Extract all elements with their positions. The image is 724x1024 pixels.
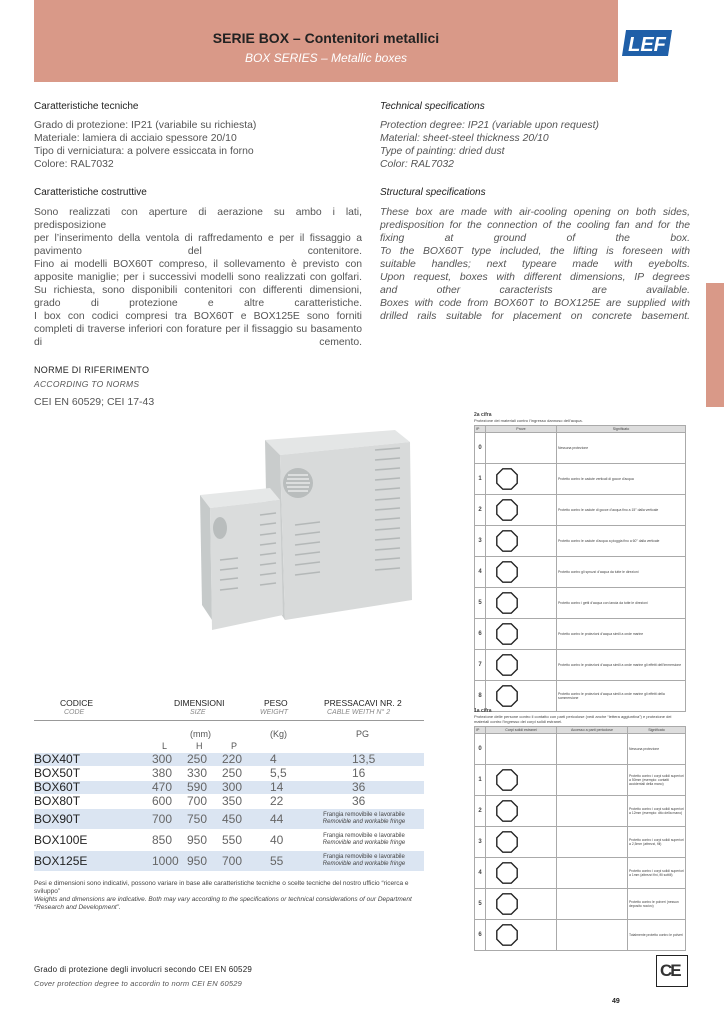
- text-line: Type of painting: dried dust: [380, 146, 505, 157]
- table-row: [475, 920, 686, 951]
- text-line: predisposition for the connection of the cooling fan and for the: [380, 220, 690, 231]
- table-row: [475, 650, 686, 681]
- side-tab: [706, 283, 724, 407]
- cell-p: 250: [222, 766, 243, 780]
- ip-test-cell: [557, 765, 628, 796]
- page-subtitle: BOX SERIES – Metallic boxes: [244, 51, 408, 65]
- ip-meaning: Nessuna protezione: [628, 734, 686, 765]
- text-line: Fino ai modelli BOX60T compreso, il sollevamento è previsto con: [34, 259, 362, 270]
- ip-meaning: Protetto contro le proiezioni d’acqua simili a onde marine gli effetti della sommersione: [557, 681, 686, 712]
- cell-p: 550: [222, 833, 243, 847]
- table-row: [475, 858, 686, 889]
- ip-digit: 1: [475, 464, 486, 495]
- ip-test-cell: [557, 889, 628, 920]
- ce-mark: CE: [656, 955, 688, 987]
- text-line: These box are made with air-cooling opening on both sides,: [380, 207, 690, 218]
- ip-meaning: Protetto contro i corpi solidi superiori a 2,5mm (attrezzi, fili): [628, 827, 686, 858]
- col-size: DIMENSIONI: [174, 698, 225, 708]
- table-row: [475, 619, 686, 650]
- ip-test-illustration: [487, 589, 555, 617]
- text-line: Sono realizzati con aperture di aerazione su ambo i lati, predisposizione: [34, 207, 362, 231]
- ip-test-cell: [486, 765, 557, 796]
- ip-solid-subcaption: Protezione delle persone contro il contatto con parti pericolose (vedi anche “lettera aggiuntiva”) e protezione dei materiali contro l’ingresso dei corpi solidi estranei.: [474, 714, 672, 724]
- text-line: pavimento del contenitore.: [34, 246, 362, 257]
- text-line: drilled rails suitable for placement on concrete basement.: [380, 311, 690, 322]
- table-row: [34, 830, 424, 851]
- ip-water-table: [474, 412, 686, 712]
- ip-test-illustration: [487, 890, 555, 918]
- ip-meaning: Protetto contro i corpi solidi superiori a 1mm (attrezzi fini, fili sottili): [628, 858, 686, 889]
- table-row: [34, 809, 424, 830]
- cell-pg: 36: [352, 780, 366, 794]
- tech-text-en: [380, 119, 599, 171]
- norms-title: NORME DI RIFERIMENTO: [34, 365, 150, 375]
- table-row: [475, 765, 686, 796]
- access-header: Accesso a parti pericolose: [557, 727, 628, 734]
- col-code: CODICE: [60, 698, 94, 708]
- ip-test-cell: [486, 920, 557, 951]
- ip-digit: 6: [475, 920, 486, 951]
- struct-text-it: [34, 206, 362, 349]
- ip-water-caption: 2a cifra: [474, 412, 492, 418]
- unit-pg: PG: [356, 729, 370, 739]
- cell-l: 300: [152, 752, 173, 766]
- ip-digit: 4: [475, 557, 486, 588]
- cell-h: 950: [187, 833, 208, 847]
- text-line: Upon request, boxes with different dimensions, IP degrees: [380, 272, 690, 283]
- ip-meaning: Protetto contro le cadute verticali di gocce d’acqua: [557, 464, 686, 495]
- cell-w: 44: [270, 812, 284, 826]
- table-row: [34, 781, 424, 795]
- table-row: [34, 753, 424, 767]
- product-table: [34, 698, 424, 872]
- cell-pg: 16: [352, 766, 366, 780]
- text-line: Colore: RAL7032: [34, 159, 114, 170]
- ip-digit: 0: [475, 734, 486, 765]
- text-line: Tipo di verniciatura: a polvere essiccata in forno: [34, 146, 254, 157]
- table-row: [34, 851, 424, 872]
- ip-test-cell: [557, 858, 628, 889]
- ip-test-illustration: [487, 859, 555, 887]
- text-line: fixing at ground of the box.: [380, 233, 690, 244]
- ip-test-cell: [557, 920, 628, 951]
- ip-test-cell: [486, 796, 557, 827]
- ip-test-cell: [486, 433, 557, 464]
- table-row: [475, 734, 686, 765]
- ip-digit: 3: [475, 827, 486, 858]
- fringe-it: Frangia removibile e lavorabile: [323, 812, 405, 818]
- col-cable: PRESSACAVI NR. 2: [324, 698, 402, 708]
- norms-value: CEI EN 60529; CEI 17-43: [34, 396, 155, 408]
- ip-solid-table: [474, 708, 686, 951]
- ip-test-cell: [486, 588, 557, 619]
- cell-w: 40: [270, 833, 284, 847]
- table-row: [34, 767, 424, 781]
- text-line: Materiale: lamiera di acciaio spessore 20/10: [34, 133, 237, 144]
- cell-fringe: [299, 812, 429, 826]
- ip-test-illustration: [487, 828, 555, 856]
- ip-test-illustration: [487, 434, 555, 462]
- ip-test-illustration: [487, 682, 555, 710]
- struct-title-it: Caratteristiche costruttive: [34, 187, 147, 198]
- table-row: [475, 526, 686, 557]
- ip-meaning: Protetto contro i corpi solidi superiori a 50mm (esempio: contatti accidentali della mano): [628, 765, 686, 796]
- note-it: Pesi e dimensioni sono indicativi, possono variare in base alle caratteristiche tecniche o scelte tecniche del nostro ufficio “ricerca e sviluppo”: [34, 880, 409, 895]
- cell-h: 700: [187, 794, 208, 808]
- cell-fringe: [299, 854, 429, 868]
- cell-p: 300: [222, 780, 243, 794]
- ip-water-subcaption: Protezione dei materiali contro l’ingresso dannoso dell’acqua.: [474, 418, 583, 423]
- text-line: and other caracterists are available.: [380, 285, 690, 296]
- ip-meaning: Protetto contro i corpi solidi superiori a 12mm (esempio: dito della mano): [628, 796, 686, 827]
- cell-code: BOX100E: [34, 833, 88, 847]
- ip-test-cell: [486, 526, 557, 557]
- cell-p: 450: [222, 812, 243, 826]
- tech-title-it: Caratteristiche tecniche: [34, 101, 139, 112]
- ip-test-illustration: [487, 496, 555, 524]
- cell-w: 14: [270, 780, 284, 794]
- units-row: [34, 729, 424, 741]
- disclaimer-note: [34, 880, 424, 912]
- table-header-it: [34, 698, 424, 709]
- ip-digit: 4: [475, 858, 486, 889]
- tests-header: Prove: [486, 426, 557, 433]
- ip-digit: 7: [475, 650, 486, 681]
- table-row: [34, 795, 424, 809]
- unit-mm: (mm): [190, 729, 211, 739]
- struct-title-en: Structural specifications: [380, 187, 486, 198]
- ip-meaning: Protetto contro le cadute di gocce d’acqua fino a 15° dalla verticale: [557, 495, 686, 526]
- text-line: suitable handles; next typeare made with eyebolts.: [380, 259, 690, 270]
- meaning-header: Significato: [557, 426, 686, 433]
- ip-test-illustration: [487, 797, 555, 825]
- ip-meaning: Protetto contro le polveri (nessun deposito nocivo): [628, 889, 686, 920]
- cell-code: BOX60T: [34, 780, 81, 794]
- ip-test-cell: [557, 796, 628, 827]
- ip-test-cell: [486, 557, 557, 588]
- ip-test-cell: [486, 889, 557, 920]
- norms-subtitle: ACCORDING TO NORMS: [34, 379, 140, 389]
- cell-h: 250: [187, 752, 208, 766]
- svg-text:LEF: LEF: [628, 34, 666, 56]
- fringe-en: Removible and workable fringe: [322, 861, 406, 867]
- footer-it: Grado di protezione degli involucri secondo CEI EN 60529: [34, 965, 252, 974]
- product-photo: [180, 420, 430, 640]
- table-row: [475, 681, 686, 712]
- ip-meaning: Protetto contro i getti d’acqua con lancia da tutte le direzioni: [557, 588, 686, 619]
- cell-h: 590: [187, 780, 208, 794]
- table-row: [475, 495, 686, 526]
- ip-digit: 8: [475, 681, 486, 712]
- text-line: Boxes with code from BOX60T to BOX125E are supplied with: [380, 298, 690, 309]
- dim-label-h: H: [196, 741, 203, 751]
- text-line: apposite maniglie; per i successivi modelli sono realizzati con golfari.: [34, 272, 362, 283]
- ip-digit: 2: [475, 796, 486, 827]
- solids-header: Corpi solidi estranei: [486, 727, 557, 734]
- ip-test-illustration: [487, 735, 555, 763]
- text-line: per l’inserimento della ventola di raffredamento e per il fissaggio a: [34, 233, 362, 244]
- ip-meaning: Totalmente protetto contro le polveri: [628, 920, 686, 951]
- ip-digit: 6: [475, 619, 486, 650]
- ip-meaning: Protetto contro gli spruzzi d’acqua da tutte le direzioni: [557, 557, 686, 588]
- struct-text-en: [380, 206, 690, 323]
- cell-code: BOX50T: [34, 766, 81, 780]
- ip-meaning: Protetto contro le proiezioni d’acqua simili a onde marine: [557, 619, 686, 650]
- ip-test-cell: [486, 858, 557, 889]
- col-code-en: CODE: [64, 709, 85, 716]
- ip-meaning: Protetto contro le proiezioni d’acqua simili a onde marine gli effetti dell’immersione: [557, 650, 686, 681]
- cell-w: 55: [270, 854, 284, 868]
- cell-h: 750: [187, 812, 208, 826]
- text-line: I box con codici compresi tra BOX60T e BOX125E sono forniti: [34, 311, 362, 322]
- table-row: [475, 889, 686, 920]
- text-line: Color: RAL7032: [380, 159, 454, 170]
- ip-header: IP: [475, 426, 486, 433]
- cell-code: BOX90T: [34, 812, 81, 826]
- text-line: grado di protezione e altre caratteristiche.: [34, 298, 362, 309]
- cell-pg: 36: [352, 794, 366, 808]
- ip-header: IP: [475, 727, 486, 734]
- ip-test-illustration: [487, 558, 555, 586]
- text-line: completi di traverse inferiori con forature per il fissaggio su basamento: [34, 324, 362, 335]
- cell-l: 380: [152, 766, 173, 780]
- ip-test-cell: [486, 464, 557, 495]
- ip-test-illustration: [487, 921, 555, 949]
- cell-w: 4: [270, 752, 277, 766]
- unit-kg: (Kg): [270, 729, 288, 739]
- note-en: Weights and dimensions are indicative. Both may vary according to the specifications or technical considerations of our Department “Research and Development”.: [34, 896, 412, 911]
- tech-title-en: Technical specifications: [380, 101, 485, 112]
- col-size-en: SIZE: [190, 709, 206, 716]
- header-band: [34, 0, 618, 82]
- tech-text-it: [34, 119, 256, 171]
- fringe-it: Frangia removibile e lavorabile: [323, 833, 405, 839]
- text-line: Grado di protezione: IP21 (variabile su richiesta): [34, 120, 257, 131]
- table-row: [475, 796, 686, 827]
- table-row: [475, 827, 686, 858]
- cell-h: 950: [187, 854, 208, 868]
- cell-p: 700: [222, 854, 243, 868]
- cell-l: 700: [152, 812, 173, 826]
- footer-en: Cover protection degree to accordin to norm CEI EN 60529: [34, 979, 242, 988]
- cell-fringe: [299, 833, 429, 847]
- table-row: [475, 588, 686, 619]
- ip-test-cell: [486, 619, 557, 650]
- fringe-en: Removible and workable fringe: [322, 819, 406, 825]
- ip-test-cell: [486, 650, 557, 681]
- cell-l: 1000: [152, 854, 179, 868]
- meaning-header: Significato: [628, 727, 686, 734]
- text-line: Protection degree: IP21 (variable upon request): [380, 120, 599, 131]
- ip-test-illustration: [487, 465, 555, 493]
- col-weight-en: WEIGHT: [260, 709, 288, 716]
- fringe-en: Removible and workable fringe: [322, 840, 406, 846]
- ip-digit: 0: [475, 433, 486, 464]
- lef-logo: [620, 26, 676, 60]
- dim-label-p: P: [231, 741, 238, 751]
- ip-test-cell: [486, 827, 557, 858]
- ip-test-illustration: [487, 651, 555, 679]
- table-row: [475, 557, 686, 588]
- page-title: SERIE BOX – Contenitori metallici: [212, 30, 440, 46]
- cell-p: 220: [222, 752, 243, 766]
- ip-test-illustration: [487, 620, 555, 648]
- text-line: Su richiesta, sono disponibili contenitori con differenti dimensioni,: [34, 285, 362, 296]
- table-header-en: [34, 709, 424, 721]
- cell-code: BOX80T: [34, 794, 81, 808]
- cell-l: 600: [152, 794, 173, 808]
- col-weight: PESO: [264, 698, 288, 708]
- text-line: di cemento.: [34, 337, 362, 348]
- ip-test-cell: [557, 734, 628, 765]
- col-cable-en: CABLE WEITH N° 2: [327, 709, 391, 716]
- cell-h: 330: [187, 766, 208, 780]
- cell-code: BOX125E: [34, 854, 88, 868]
- ip-meaning: Protetto contro le cadute d’acqua a pioggia fino a 60° dalla verticale: [557, 526, 686, 557]
- table-row: [475, 433, 686, 464]
- ip-digit: 1: [475, 765, 486, 796]
- cell-l: 850: [152, 833, 173, 847]
- ip-solid-caption: 1a cifra: [474, 708, 492, 714]
- fringe-it: Frangia removibile e lavorabile: [323, 854, 405, 860]
- text-line: To the BOX60T type included, the lifting is foreseen with: [380, 246, 690, 257]
- ip-test-cell: [486, 734, 557, 765]
- cell-pg: 13,5: [352, 752, 376, 766]
- ip-digit: 2: [475, 495, 486, 526]
- ip-test-illustration: [487, 766, 555, 794]
- cell-w: 22: [270, 794, 284, 808]
- cell-l: 470: [152, 780, 173, 794]
- cell-p: 350: [222, 794, 243, 808]
- ip-test-cell: [486, 495, 557, 526]
- text-line: Material: sheet-steel thickness 20/10: [380, 133, 549, 144]
- ip-meaning: Nessuna protezione: [557, 433, 686, 464]
- dim-label-l: L: [162, 741, 168, 751]
- page-number: 49: [612, 998, 620, 1005]
- ip-test-illustration: [487, 527, 555, 555]
- ip-test-cell: [486, 681, 557, 712]
- table-row: [475, 464, 686, 495]
- ip-digit: 3: [475, 526, 486, 557]
- ip-digit: 5: [475, 889, 486, 920]
- ip-test-cell: [557, 827, 628, 858]
- cell-w: 5,5: [270, 766, 287, 780]
- cell-code: BOX40T: [34, 752, 81, 766]
- ip-digit: 5: [475, 588, 486, 619]
